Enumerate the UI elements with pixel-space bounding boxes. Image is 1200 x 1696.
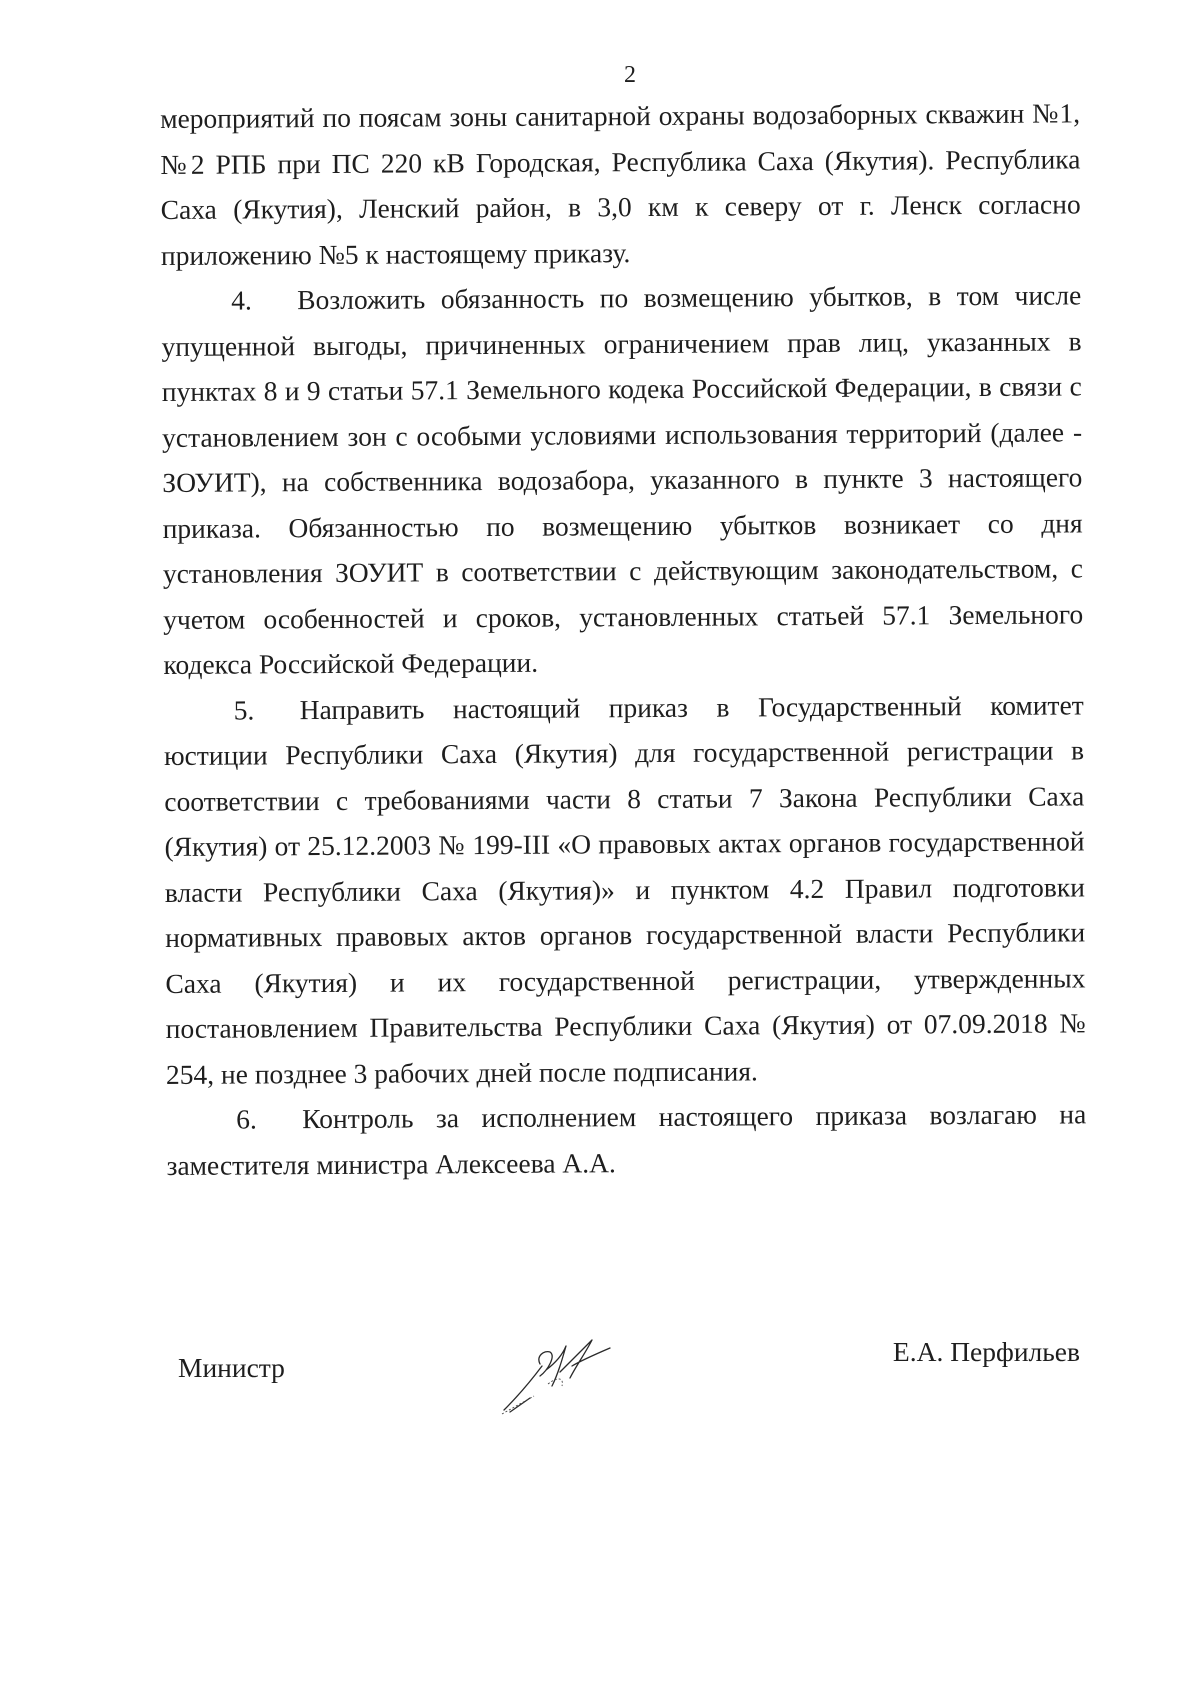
handwritten-signature <box>500 1326 620 1416</box>
paragraph-number: 6. <box>236 1103 257 1135</box>
signatory-title: Министр <box>178 1352 285 1383</box>
paragraph-continuation <box>160 90 1081 278</box>
paragraph-number: 5. <box>233 693 255 726</box>
paragraph-item-6 <box>166 1091 1087 1188</box>
paragraph-number: 4. <box>231 284 252 316</box>
paragraph-text: Контроль за исполнением настоящего приказа возлагаю на заместителя министра Алексеева А.А. <box>166 1098 1087 1181</box>
paragraph-item-4 <box>161 272 1083 687</box>
page-number: 2 <box>624 62 636 88</box>
paragraph-item-5 <box>164 682 1086 1097</box>
document-body <box>160 90 1087 1188</box>
paragraph-text: Возложить обязанность по возмещению убытков, в том числе упущенной выгоды, причиненных ограничением прав лиц, указанных в пунктах 8 и 9 статьи 57.1 Земельного кодека Российской Федерации, в связи с установлением зон с особыми условиями использования территорий (далее - ЗОУИТ), на собственника водозабора, указанного в пункте 3 настоящего приказа. Обязанностью по возмещению убытков возникает со дня установления ЗОУИТ в соответствии с действующим законодательством, с учетом особенностей и сроков, установленных статьей 57.1 Земельного кодекса Российской Федерации. <box>161 279 1084 680</box>
signatory-name: Е.А. Перфильев <box>892 1336 1080 1367</box>
paragraph-text: Направить настоящий приказ в Государственный комитет юстиции Республики Саха (Якутия) для государственной регистрации в соответствии с требованиями части 8 статьи 7 Закона Республики Саха (Якутия) от 25.12.2003 № 199-III «О правовых актах органов государственной власти Республики Саха (Якутия)» и пунктом 4.2 Правил подготовки нормативных правовых актов органов государственной власти Республики Саха (Якутия) и их государственной регистрации, утвержденных постановлением Правительства Республики Саха (Якутия) от 07.09.2018 № 254, не позднее 3 рабочих дней после подписания. <box>163 688 1086 1090</box>
paragraph-text: мероприятий по поясам зоны санитарной охраны водозаборных скважин №1, №2 РПБ при ПС 220 кВ Городская, Республика Саха (Якутия). Республика Саха (Якутия), Ленский район, в 3,0 км к северу от г. Ленск согласно приложению №5 к настоящему приказу. <box>160 97 1081 271</box>
signature-block <box>160 1336 1080 1476</box>
